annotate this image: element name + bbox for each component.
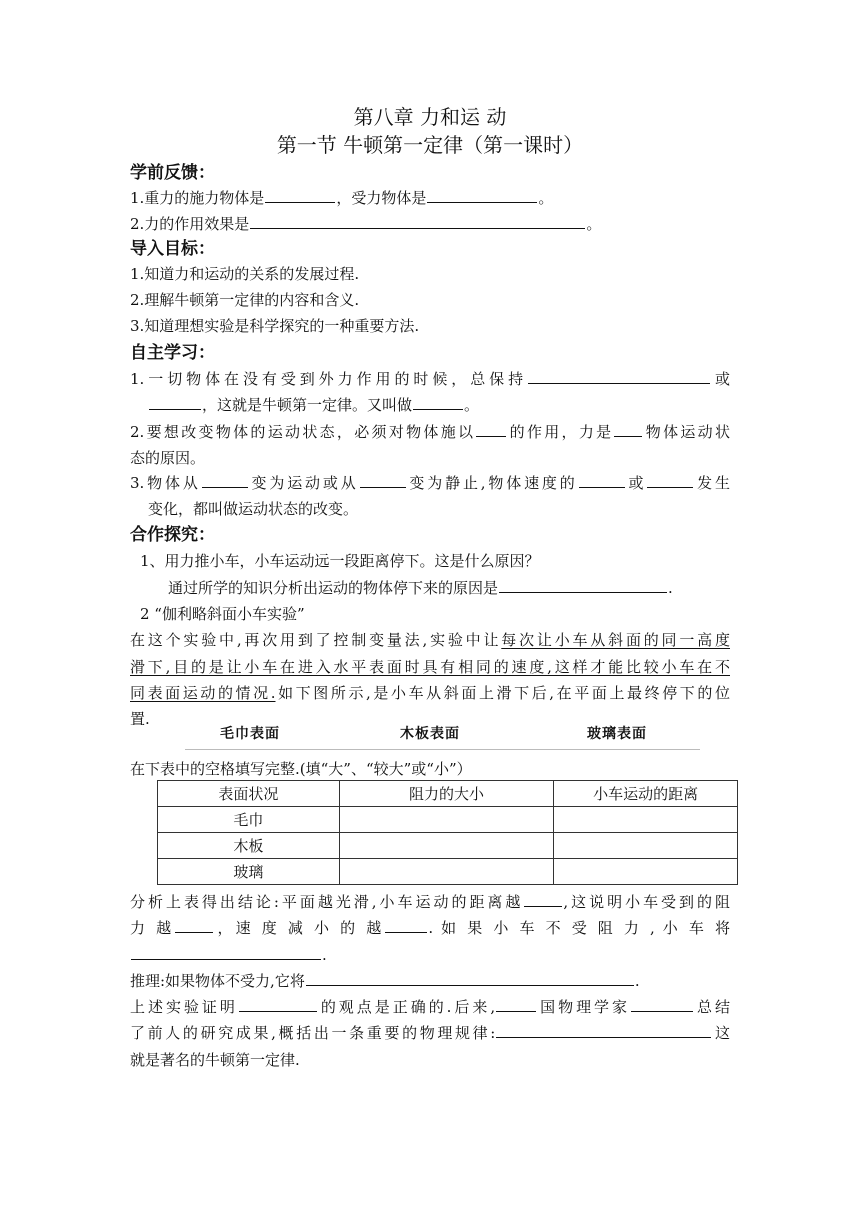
answer-blank[interactable] (496, 994, 536, 1012)
table-header: 阻力的大小 (339, 781, 554, 807)
self-study-heading: 自主学习： (130, 343, 215, 363)
answer-blank[interactable] (528, 366, 710, 384)
answer-blank[interactable] (524, 889, 562, 907)
reasoning-line: 推理:如果物体不受力,它将 . (130, 968, 730, 994)
table-cell: 玻璃 (158, 859, 340, 885)
goal-item: 2.理解牛顿第一定律的内容和含义. (130, 291, 360, 309)
cooperate-q1: 1、用力推小车，小车运动远一段距离停下。这是什么原因？ (140, 552, 540, 570)
evidence-line2: 了前人的研究成果,概括出一条重要的物理规律: 这 (130, 1020, 730, 1046)
answer-blank[interactable] (579, 470, 625, 488)
self-study-q1-line1: 1.一切物体在没有受到外力作用的时候，总保持 或 (130, 366, 730, 392)
table-answer-cell[interactable] (339, 833, 554, 859)
experiment-text-line1: 在这个实验中,再次用到了控制变量法,实验中让每次让小车从斜面的同一高度 (130, 631, 730, 649)
pre-feedback-q2: 2.力的作用效果是 。 (130, 211, 730, 237)
cooperate-q2-title: 2 “伽利略斜面小车实验” (140, 605, 305, 623)
self-study-q2-line2: 态的原因。 (130, 449, 206, 467)
answer-blank[interactable] (614, 419, 642, 437)
answer-blank[interactable] (631, 994, 693, 1012)
answer-blank[interactable] (647, 470, 693, 488)
self-study-q3-line1: 3.物体从 变为运动或从 变为静止,物体速度的 或 发生 (130, 470, 730, 496)
cooperate-q1-answer-line: 通过所学的知识分析出运动的物体停下来的原因是 . (168, 575, 768, 601)
table-answer-cell[interactable] (339, 859, 554, 885)
surface-label-glass: 玻璃表面 (587, 726, 647, 742)
self-study-q3-line2: 变化，都叫做运动状态的改变。 (148, 500, 359, 518)
table-instructions: 在下表中的空格填写完整.(填“大”、“较大”或“小”） (130, 760, 472, 778)
experiment-text-line2: 滑下,目的是让小车在进入水平表面时具有相同的速度,这样才能比较小车在不 (130, 658, 730, 676)
experiment-text-line4: 置. (130, 710, 150, 728)
pre-feedback-q1: 1.重力的施力物体是 ，受力物体是 。 (130, 185, 730, 211)
table-row (158, 807, 738, 833)
answer-blank[interactable] (385, 915, 427, 933)
answer-blank[interactable] (265, 185, 335, 203)
table-answer-cell[interactable] (339, 807, 554, 833)
answer-blank[interactable] (131, 942, 321, 960)
surface-label-towel: 毛巾表面 (220, 726, 280, 742)
chapter-title: 第八章 力和运 动 (353, 105, 507, 129)
table-cell: 木板 (158, 833, 340, 859)
goal-item: 1.知道力和运动的关系的发展过程. (130, 265, 360, 283)
answer-blank[interactable] (250, 211, 585, 229)
answer-blank[interactable] (202, 470, 248, 488)
table-answer-cell[interactable] (554, 833, 738, 859)
answer-blank[interactable] (427, 185, 537, 203)
evidence-line3: 就是著名的牛顿第一定律. (130, 1051, 300, 1069)
table-row (158, 859, 738, 885)
answer-blank[interactable] (175, 915, 213, 933)
answer-blank[interactable] (499, 575, 667, 593)
table-header: 小车运动的距离 (554, 781, 738, 807)
table-answer-cell[interactable] (554, 859, 738, 885)
table-cell: 毛巾 (158, 807, 340, 833)
table-header-row (158, 781, 738, 807)
conclusion-line2: 力 越 ，速 度 减 小 的 越 . 如 果 小 车 不 受 阻 力 , 小 车 将 (130, 915, 730, 941)
answer-blank[interactable] (360, 470, 406, 488)
self-study-q1-line2: ，这就是牛顿第一定律。又叫做 。 (148, 392, 748, 418)
experiment-text-line3: 同表面运动的情况.如下图所示,是小车从斜面上滑下后,在平面上最终停下的位 (130, 684, 730, 702)
conclusion-line3: . (130, 942, 730, 968)
evidence-line1: 上述实验证明 的观点是正确的.后来, 国物理学家 总结 (130, 994, 730, 1020)
table-answer-cell[interactable] (554, 807, 738, 833)
surface-table (157, 780, 738, 885)
goal-item: 3.知道理想实验是科学探究的一种重要方法. (130, 317, 420, 335)
surface-figure (185, 720, 700, 750)
conclusion-line1: 分析上表得出结论:平面越光滑,小车运动的距离越 ,这说明小车受到的阻 (130, 889, 730, 915)
table-row (158, 833, 738, 859)
answer-blank[interactable] (239, 994, 317, 1012)
surface-divider (185, 749, 700, 750)
answer-blank[interactable] (413, 392, 463, 410)
table-header: 表面状况 (158, 781, 340, 807)
answer-blank[interactable] (496, 1020, 711, 1038)
surface-label-wood: 木板表面 (400, 726, 460, 742)
goals-heading: 导入目标： (130, 239, 215, 259)
answer-blank[interactable] (476, 419, 506, 437)
self-study-q2-line1: 2.要想改变物体的运动状态，必须对物体施以 的作用，力是 物体运动状 (130, 419, 730, 445)
pre-feedback-heading: 学前反馈： (130, 163, 215, 183)
section-title: 第一节 牛顿第一定律（第一课时） (276, 133, 584, 157)
answer-blank[interactable] (306, 968, 634, 986)
answer-blank[interactable] (149, 392, 201, 410)
cooperate-heading: 合作探究： (130, 525, 215, 545)
